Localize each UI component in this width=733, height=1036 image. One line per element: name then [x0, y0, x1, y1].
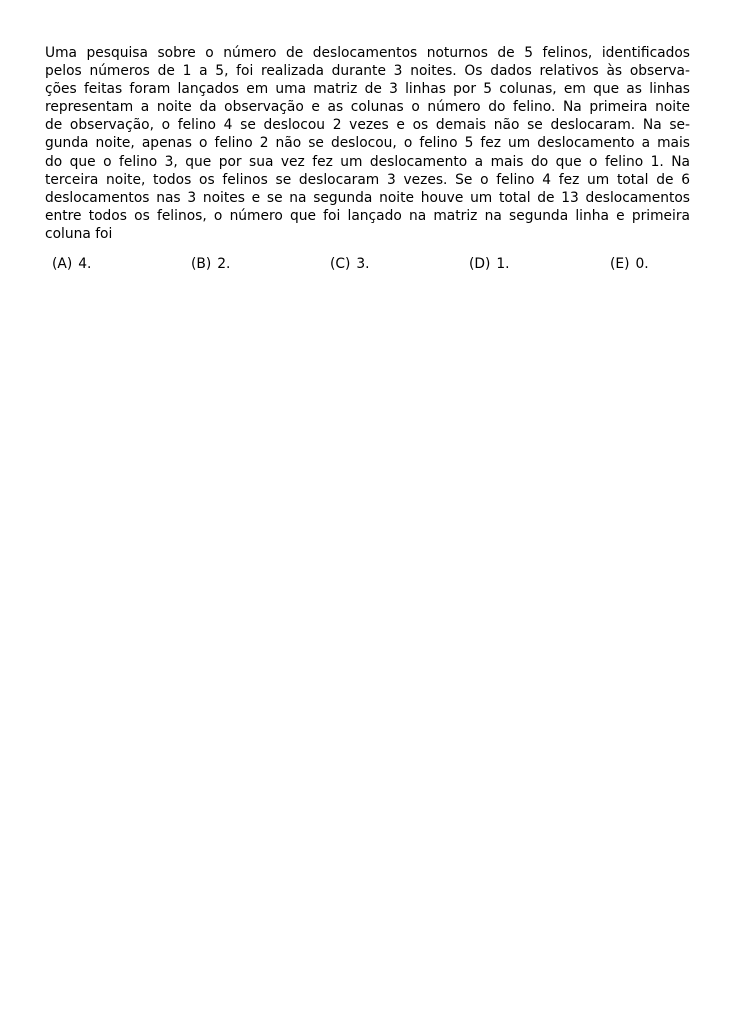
option-letter: (A) — [52, 256, 73, 272]
option-d — [469, 255, 510, 273]
option-c — [330, 255, 370, 273]
question-line: entre todos os felinos, o número que foi lançado na matriz na segunda linha e primeira — [45, 207, 690, 224]
question-line: coluna foi — [45, 225, 113, 242]
option-a — [52, 255, 91, 273]
question-line: de observação, o felino 4 se deslocou 2 vezes e os demais não se deslocaram. Na se- — [45, 117, 690, 134]
question-line: ções feitas foram lançados em uma matriz de 3 linhas por 5 colunas, em que as linhas — [45, 81, 690, 98]
question-line: terceira noite, todos os felinos se deslocaram 3 vezes. Se o felino 4 fez um total de 6 — [45, 171, 690, 188]
option-b — [191, 255, 230, 273]
question-line: representam a noite da observação e as colunas o número do felino. Na primeira noite — [45, 99, 690, 116]
option-value: 0. — [635, 256, 649, 272]
answer-options — [0, 255, 733, 275]
option-e — [610, 255, 649, 273]
question-line: Uma pesquisa sobre o número de deslocamentos noturnos de 5 felinos, identificados — [45, 45, 690, 61]
question-line: gunda noite, apenas o felino 2 não se deslocou, o felino 5 fez um deslocamento a mais — [45, 135, 690, 152]
question-line: deslocamentos nas 3 noites e se na segunda noite houve um total de 13 deslocamentos — [45, 189, 690, 206]
option-letter: (D) — [469, 256, 491, 272]
option-letter: (B) — [191, 256, 212, 272]
option-value: 2. — [217, 256, 231, 272]
option-letter: (E) — [610, 256, 630, 272]
option-value: 1. — [496, 256, 510, 272]
question-line: pelos números de 1 a 5, foi realizada durante 3 noites. Os dados relativos às observa- — [45, 63, 690, 80]
option-value: 3. — [356, 256, 370, 272]
option-value: 4. — [78, 256, 92, 272]
option-letter: (C) — [330, 256, 351, 272]
question-line: do que o felino 3, que por sua vez fez um deslocamento a mais do que o felino 1. Na — [45, 153, 690, 170]
question-text — [45, 44, 690, 243]
